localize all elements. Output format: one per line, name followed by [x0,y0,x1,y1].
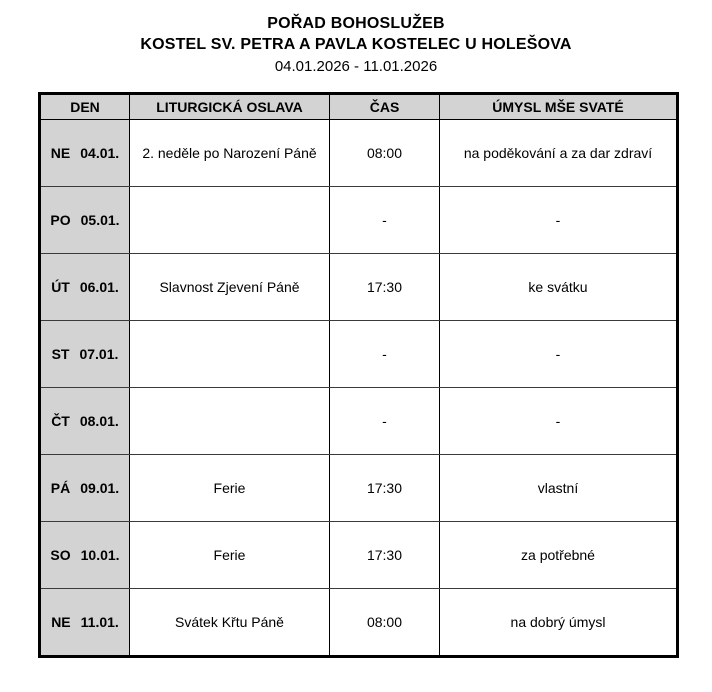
table-row [40,187,678,254]
day-date: 06.01. [79,279,119,295]
day-abbrev: ST [51,346,70,362]
time-cell: 17:30 [330,455,440,522]
day-date: 04.01. [80,145,120,161]
day-wrap [51,145,119,161]
day-cell [40,187,130,254]
intention-cell: - [440,187,678,254]
celebration-cell: Ferie [130,455,330,522]
time-cell: 17:30 [330,522,440,589]
day-date: 11.01. [80,614,119,630]
day-date: 08.01. [79,413,119,429]
intention-cell: na dobrý úmysl [440,589,678,657]
celebration-cell [130,388,330,455]
day-abbrev: ČT [51,413,70,429]
church-name: KOSTEL SV. PETRA A PAVLA KOSTELEC U HOLEŠOVA [140,36,572,53]
day-abbrev: PÁ [50,480,71,496]
intention-cell: - [440,321,678,388]
celebration-cell [130,187,330,254]
day-wrap [50,547,119,563]
column-header-liturgicka-oslava: LITURGICKÁ OSLAVA [130,94,330,120]
day-wrap [52,346,119,362]
time-cell: - [330,388,440,455]
table-row [40,455,678,522]
day-cell [40,455,130,522]
celebration-cell: Slavnost Zjevení Páně [130,254,330,321]
celebration-cell: Ferie [130,522,330,589]
celebration-cell [130,321,330,388]
celebration-cell: Svátek Křtu Páně [130,589,330,657]
day-abbrev: NE [51,614,71,630]
day-abbrev: NE [50,145,71,161]
day-cell [40,589,130,657]
day-cell [40,388,130,455]
table-header-row [40,94,678,120]
schedule-table [38,92,679,658]
date-range: 04.01.2026 - 11.01.2026 [274,58,438,75]
day-cell [40,254,130,321]
day-wrap [51,413,119,429]
day-date: 09.01. [80,480,120,496]
day-wrap [51,279,119,295]
table-row [40,254,678,321]
column-header-den: DEN [40,94,130,120]
day-cell [40,120,130,187]
time-cell: - [330,321,440,388]
table-row [40,120,678,187]
column-header-cas: ČAS [330,94,440,120]
title-block [0,0,712,77]
day-cell [40,522,130,589]
page-title: POŘAD BOHOSLUŽEB [267,15,445,32]
intention-cell: za potřebné [440,522,678,589]
day-abbrev: ÚT [51,279,70,295]
table-row [40,522,678,589]
intention-cell: - [440,388,678,455]
time-cell: 08:00 [330,589,440,657]
day-wrap [51,614,119,630]
day-cell [40,321,130,388]
time-cell: - [330,187,440,254]
day-date: 07.01. [79,346,119,362]
day-date: 10.01. [80,547,120,563]
column-header-umysl-mse-svate: ÚMYSL MŠE SVATÉ [440,94,678,120]
table-row [40,321,678,388]
intention-cell: na poděkování a za dar zdraví [440,120,678,187]
time-cell: 08:00 [330,120,440,187]
intention-cell: ke svátku [440,254,678,321]
day-wrap [50,212,119,228]
table-row [40,589,678,657]
intention-cell: vlastní [440,455,678,522]
celebration-cell: 2. neděle po Narození Páně [130,120,330,187]
time-cell: 17:30 [330,254,440,321]
day-date: 05.01. [80,212,120,228]
table-row [40,388,678,455]
day-abbrev: SO [50,547,71,563]
day-abbrev: PO [50,212,71,228]
day-wrap [51,480,119,496]
